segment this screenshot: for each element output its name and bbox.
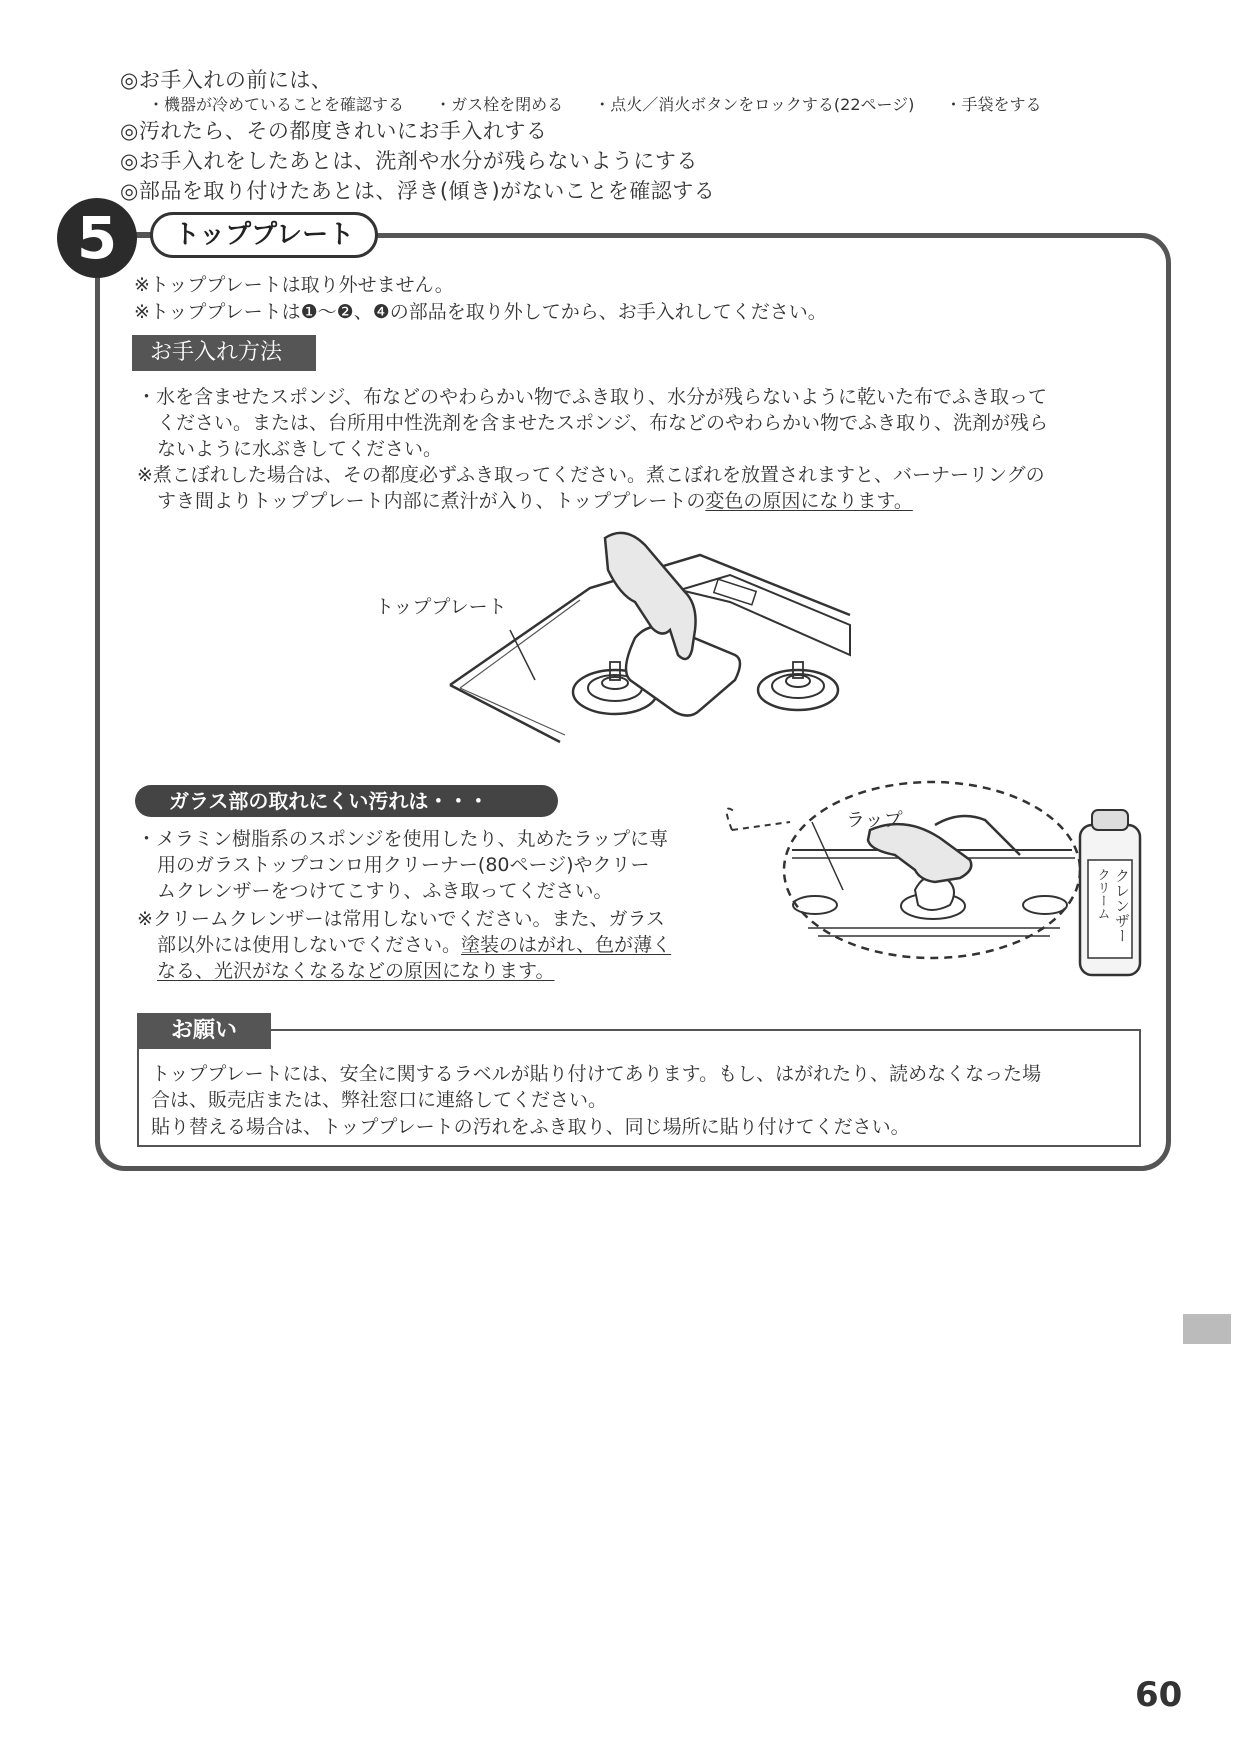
request-line-2: 合は、販売店または、弊社窓口に連絡してください。: [151, 1089, 608, 1111]
glass-bullet-2-line-3: [137, 956, 554, 983]
method-para-1-line-1: ・水を含ませたスポンジ、布などのやわらかい物でふき取り、水分が残らないように乾いた布でふき取って: [137, 386, 1048, 408]
circled-4-icon: ❹: [372, 301, 390, 323]
method-para-2-line-1: ※煮こぼれした場合は、その都度必ずふき取ってください。煮こぼれを放置されますと、バーナーリングの: [137, 464, 1045, 486]
glass-bullet-1-line-3: ムクレンザーをつけてこすり、ふき取ってください。: [157, 880, 613, 902]
request-label: お願い: [137, 1013, 271, 1049]
glass-bullet-1-line-1: ・メラミン樹脂系のスポンジを使用したり、丸めたラップに専: [137, 828, 669, 850]
coating-warning-1: 塗装のはがれ、色が薄く: [461, 934, 672, 956]
bottle-label-cleanser: クレンザー: [1113, 868, 1131, 943]
request-line-3: 貼り替える場合は、トッププレートの汚れをふき取り、同じ場所に貼り付けてください。: [151, 1116, 910, 1138]
precaution-line-2: ◎汚れたら、その都度きれいにお手入れする: [120, 119, 548, 143]
discoloration-warning: 変色の原因になります。: [705, 490, 913, 512]
precaution-item-lock: ・点火／消火ボタンをロックする(22ページ): [594, 95, 915, 114]
top-plate-label: トッププレート: [375, 596, 507, 618]
circled-1-icon: ❶: [300, 301, 318, 323]
precaution-checklist: [148, 92, 1068, 115]
precaution-item-gloves: ・手袋をする: [945, 95, 1042, 114]
cream-cleanser-bottle-icon: [1080, 810, 1140, 975]
precaution-item-cool: ・機器が冷めていることを確認する: [148, 95, 405, 114]
circled-2-icon: ❷: [336, 301, 354, 323]
section-note-1: ※トッププレートは取り外せません。: [134, 274, 454, 296]
section-number: 5: [57, 198, 137, 278]
precaution-line-4: ◎部品を取り付けたあとは、浮き(傾き)がないことを確認する: [120, 179, 716, 203]
method-para-2-line-2: すき間よりトッププレート内部に煮汁が入り、トッププレートの変色の原因になります。: [157, 490, 913, 512]
hand-with-wrap-icon: [868, 824, 971, 882]
section-note-2: ※トッププレートは❶〜❷、❹の部品を取り外してから、お手入れしてください。: [134, 301, 827, 323]
care-method-label: お手入れ方法: [132, 335, 316, 371]
wrap-label: ラップ: [846, 809, 903, 831]
glass-bullet-2-line-2: 部以外には使用しないでください。塗装のはがれ、色が薄く: [157, 934, 672, 956]
precaution-item-gas-valve: ・ガス栓を閉める: [435, 95, 564, 114]
callout-pointer: [732, 822, 790, 830]
precaution-line-3: ◎お手入れをしたあとは、洗剤や水分が残らないようにする: [120, 149, 698, 173]
glass-stain-heading: ガラス部の取れにくい汚れは・・・: [135, 785, 558, 817]
burner-right-icon: [758, 662, 838, 710]
glass-bullet-2-line-1: ※クリームクレンザーは常用しないでください。また、ガラス: [137, 908, 665, 930]
section-title: トッププレート: [150, 212, 378, 258]
glass-bullet-1-line-2: 用のガラストップコンロ用クリーナー(80ページ)やクリー: [157, 854, 650, 876]
plate-leader-line: [510, 630, 535, 680]
page-number: 60: [1135, 1675, 1183, 1715]
method-para-1-line-3: ないように水ぶきしてください。: [157, 438, 443, 460]
bottle-label-cream: クリーム: [1094, 868, 1110, 920]
top-plate-wiping-illustration: [430, 520, 870, 750]
method-para-1-line-2: ください。または、台所用中性洗剤を含ませたスポンジ、布などのやわらかい物でふき取り、洗剤が残ら: [157, 412, 1049, 434]
coating-warning-2: なる、光沢がなくなるなどの原因になります。: [157, 960, 555, 982]
wrap-cleaning-illustration: [720, 770, 1150, 985]
request-line-1: トッププレートには、安全に関するラベルが貼り付けてあります。もし、はがれたり、読めなくなった場: [151, 1063, 1042, 1085]
precaution-intro: ◎お手入れの前には、: [120, 68, 333, 92]
chapter-side-tab: [1183, 1314, 1231, 1344]
